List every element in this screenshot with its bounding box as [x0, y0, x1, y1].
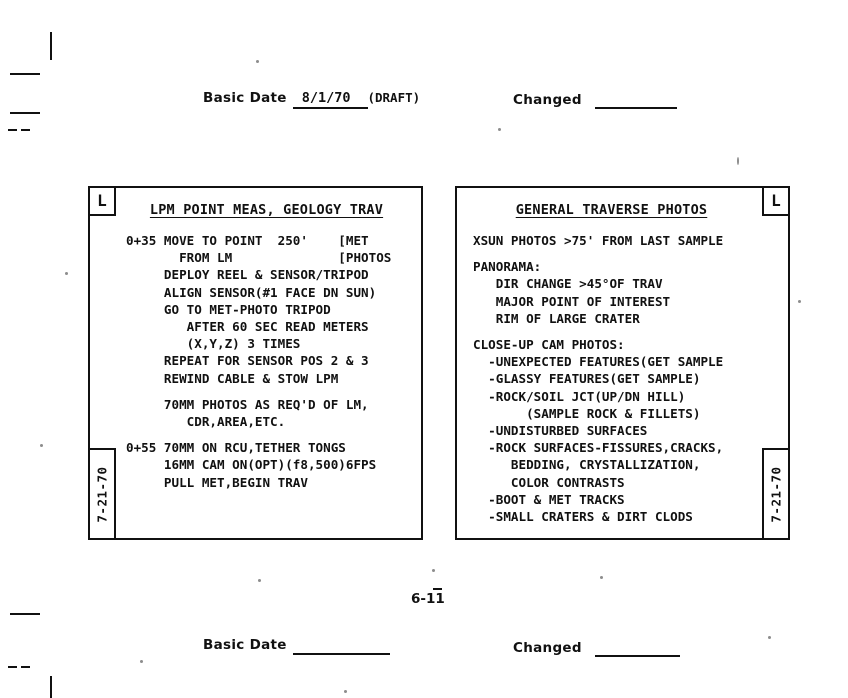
- header-changed-rule: [595, 107, 677, 109]
- card-line: 16MM CAM ON(OPT)(f8,500)6FPS: [126, 457, 377, 473]
- footer-basic-date-group: [203, 637, 287, 653]
- card-tab-letter: L: [90, 188, 116, 216]
- card-spine-date: [762, 448, 788, 538]
- scan-speckle: [600, 576, 603, 579]
- scan-speckle: [737, 157, 739, 165]
- crop-mark-horizontal-bottom: [10, 613, 40, 615]
- card-line: FROM LM [PHOTOS: [126, 250, 392, 266]
- scan-speckle: [798, 300, 801, 303]
- crop-mark-vertical: [50, 32, 52, 60]
- card-line: XSUN PHOTOS >75' FROM LAST SAMPLE: [473, 233, 724, 248]
- card-line-spacer: [126, 387, 415, 396]
- card-line-spacer: [473, 327, 760, 336]
- card-line: 0+35 MOVE TO POINT 250' [MET: [126, 233, 369, 248]
- card-line: 70MM PHOTOS AS REQ'D OF LM,: [126, 396, 369, 412]
- crop-mark-dash-a: [8, 129, 17, 131]
- card-spine-date-text: 7-21-70: [94, 465, 110, 523]
- card-line: -SMALL CRATERS & DIRT CLODS: [473, 509, 693, 525]
- header-basic-date-rule: [293, 107, 368, 109]
- cue-card-lpm-point-meas: [88, 186, 423, 540]
- card-line: REWIND CABLE & STOW LPM: [126, 370, 339, 386]
- card-line: COLOR CONTRASTS: [473, 474, 625, 490]
- card-line: -BOOT & MET TRACKS: [473, 491, 625, 507]
- page-number-text: 6-11: [411, 591, 445, 607]
- cue-card-general-traverse-photos: [455, 186, 790, 540]
- footer-basic-date-rule: [293, 653, 390, 655]
- crop-mark-vertical-bottom: [50, 676, 52, 698]
- card-line: RIM OF LARGE CRATER: [473, 310, 640, 326]
- crop-mark-horizontal-top: [10, 73, 40, 75]
- scan-speckle: [140, 660, 143, 663]
- card-line: (SAMPLE ROCK & FILLETS): [473, 405, 701, 421]
- scan-speckle: [40, 444, 43, 447]
- card-line: (X,Y,Z) 3 TIMES: [126, 336, 301, 352]
- header-basic-date-value: 8/1/70: [301, 90, 351, 106]
- card-line: DEPLOY REEL & SENSOR/TRIPOD: [126, 267, 369, 283]
- card-line: MAJOR POINT OF INTEREST: [473, 293, 671, 309]
- crop-mark-dash-c: [8, 666, 17, 668]
- footer-changed-group: [513, 640, 582, 656]
- header-changed-group: [513, 92, 582, 108]
- card-title: GENERAL TRAVERSE PHOTOS: [515, 202, 708, 218]
- scan-speckle: [65, 272, 68, 275]
- card-content: [118, 188, 415, 538]
- card-line: BEDDING, CRYSTALLIZATION,: [473, 457, 701, 473]
- card-line: PULL MET,BEGIN TRAV: [126, 474, 308, 490]
- card-line: GO TO MET-PHOTO TRIPOD: [126, 301, 331, 317]
- crop-mark-horizontal-mid: [10, 112, 40, 114]
- card-line: -ROCK/SOIL JCT(UP/DN HILL): [473, 388, 686, 404]
- card-line-spacer: [473, 249, 760, 258]
- header-changed-label: Changed: [513, 92, 582, 108]
- card-line: CDR,AREA,ETC.: [126, 414, 286, 430]
- card-line: 0+55 70MM ON RCU,TETHER TONGS: [126, 440, 346, 456]
- scan-speckle: [498, 128, 501, 131]
- card-content: [463, 188, 760, 538]
- footer-basic-date-label: Basic Date: [203, 637, 287, 653]
- scan-speckle: [256, 60, 259, 63]
- card-spine-date-text: 7-21-70: [768, 465, 784, 523]
- card-tab-letter: L: [762, 188, 788, 216]
- card-line: -UNDISTURBED SURFACES: [473, 423, 648, 439]
- card-line: -ROCK SURFACES-FISSURES,CRACKS,: [473, 440, 724, 456]
- card-body: [463, 232, 760, 525]
- card-line-spacer: [126, 430, 415, 439]
- footer-changed-label: Changed: [513, 640, 582, 656]
- page-number: [411, 591, 445, 607]
- card-line: -GLASSY FEATURES(GET SAMPLE): [473, 371, 701, 387]
- scan-speckle: [768, 636, 771, 639]
- crop-mark-dash-b: [21, 129, 30, 131]
- header-basic-date-note: (DRAFT): [367, 90, 421, 105]
- card-line: DIR CHANGE >45°OF TRAV: [473, 276, 663, 292]
- card-line: -UNEXPECTED FEATURES(GET SAMPLE: [473, 354, 724, 370]
- card-line: PANORAMA:: [473, 259, 542, 275]
- header-basic-date-label: Basic Date: [203, 90, 287, 106]
- card-title: LPM POINT MEAS, GEOLOGY TRAV: [149, 202, 384, 218]
- card-body: [118, 232, 415, 491]
- scan-speckle: [432, 569, 435, 572]
- card-line: REPEAT FOR SENSOR POS 2 & 3: [126, 353, 369, 369]
- scan-speckle: [344, 690, 347, 693]
- card-line: AFTER 60 SEC READ METERS: [126, 319, 369, 335]
- footer-changed-rule: [595, 655, 680, 657]
- scan-speckle: [258, 579, 261, 582]
- card-line: CLOSE-UP CAM PHOTOS:: [473, 337, 625, 353]
- crop-mark-dash-d: [21, 666, 30, 668]
- card-spine-date: [90, 448, 116, 538]
- card-line: ALIGN SENSOR(#1 FACE DN SUN): [126, 284, 377, 300]
- header-basic-date-group: [203, 90, 420, 106]
